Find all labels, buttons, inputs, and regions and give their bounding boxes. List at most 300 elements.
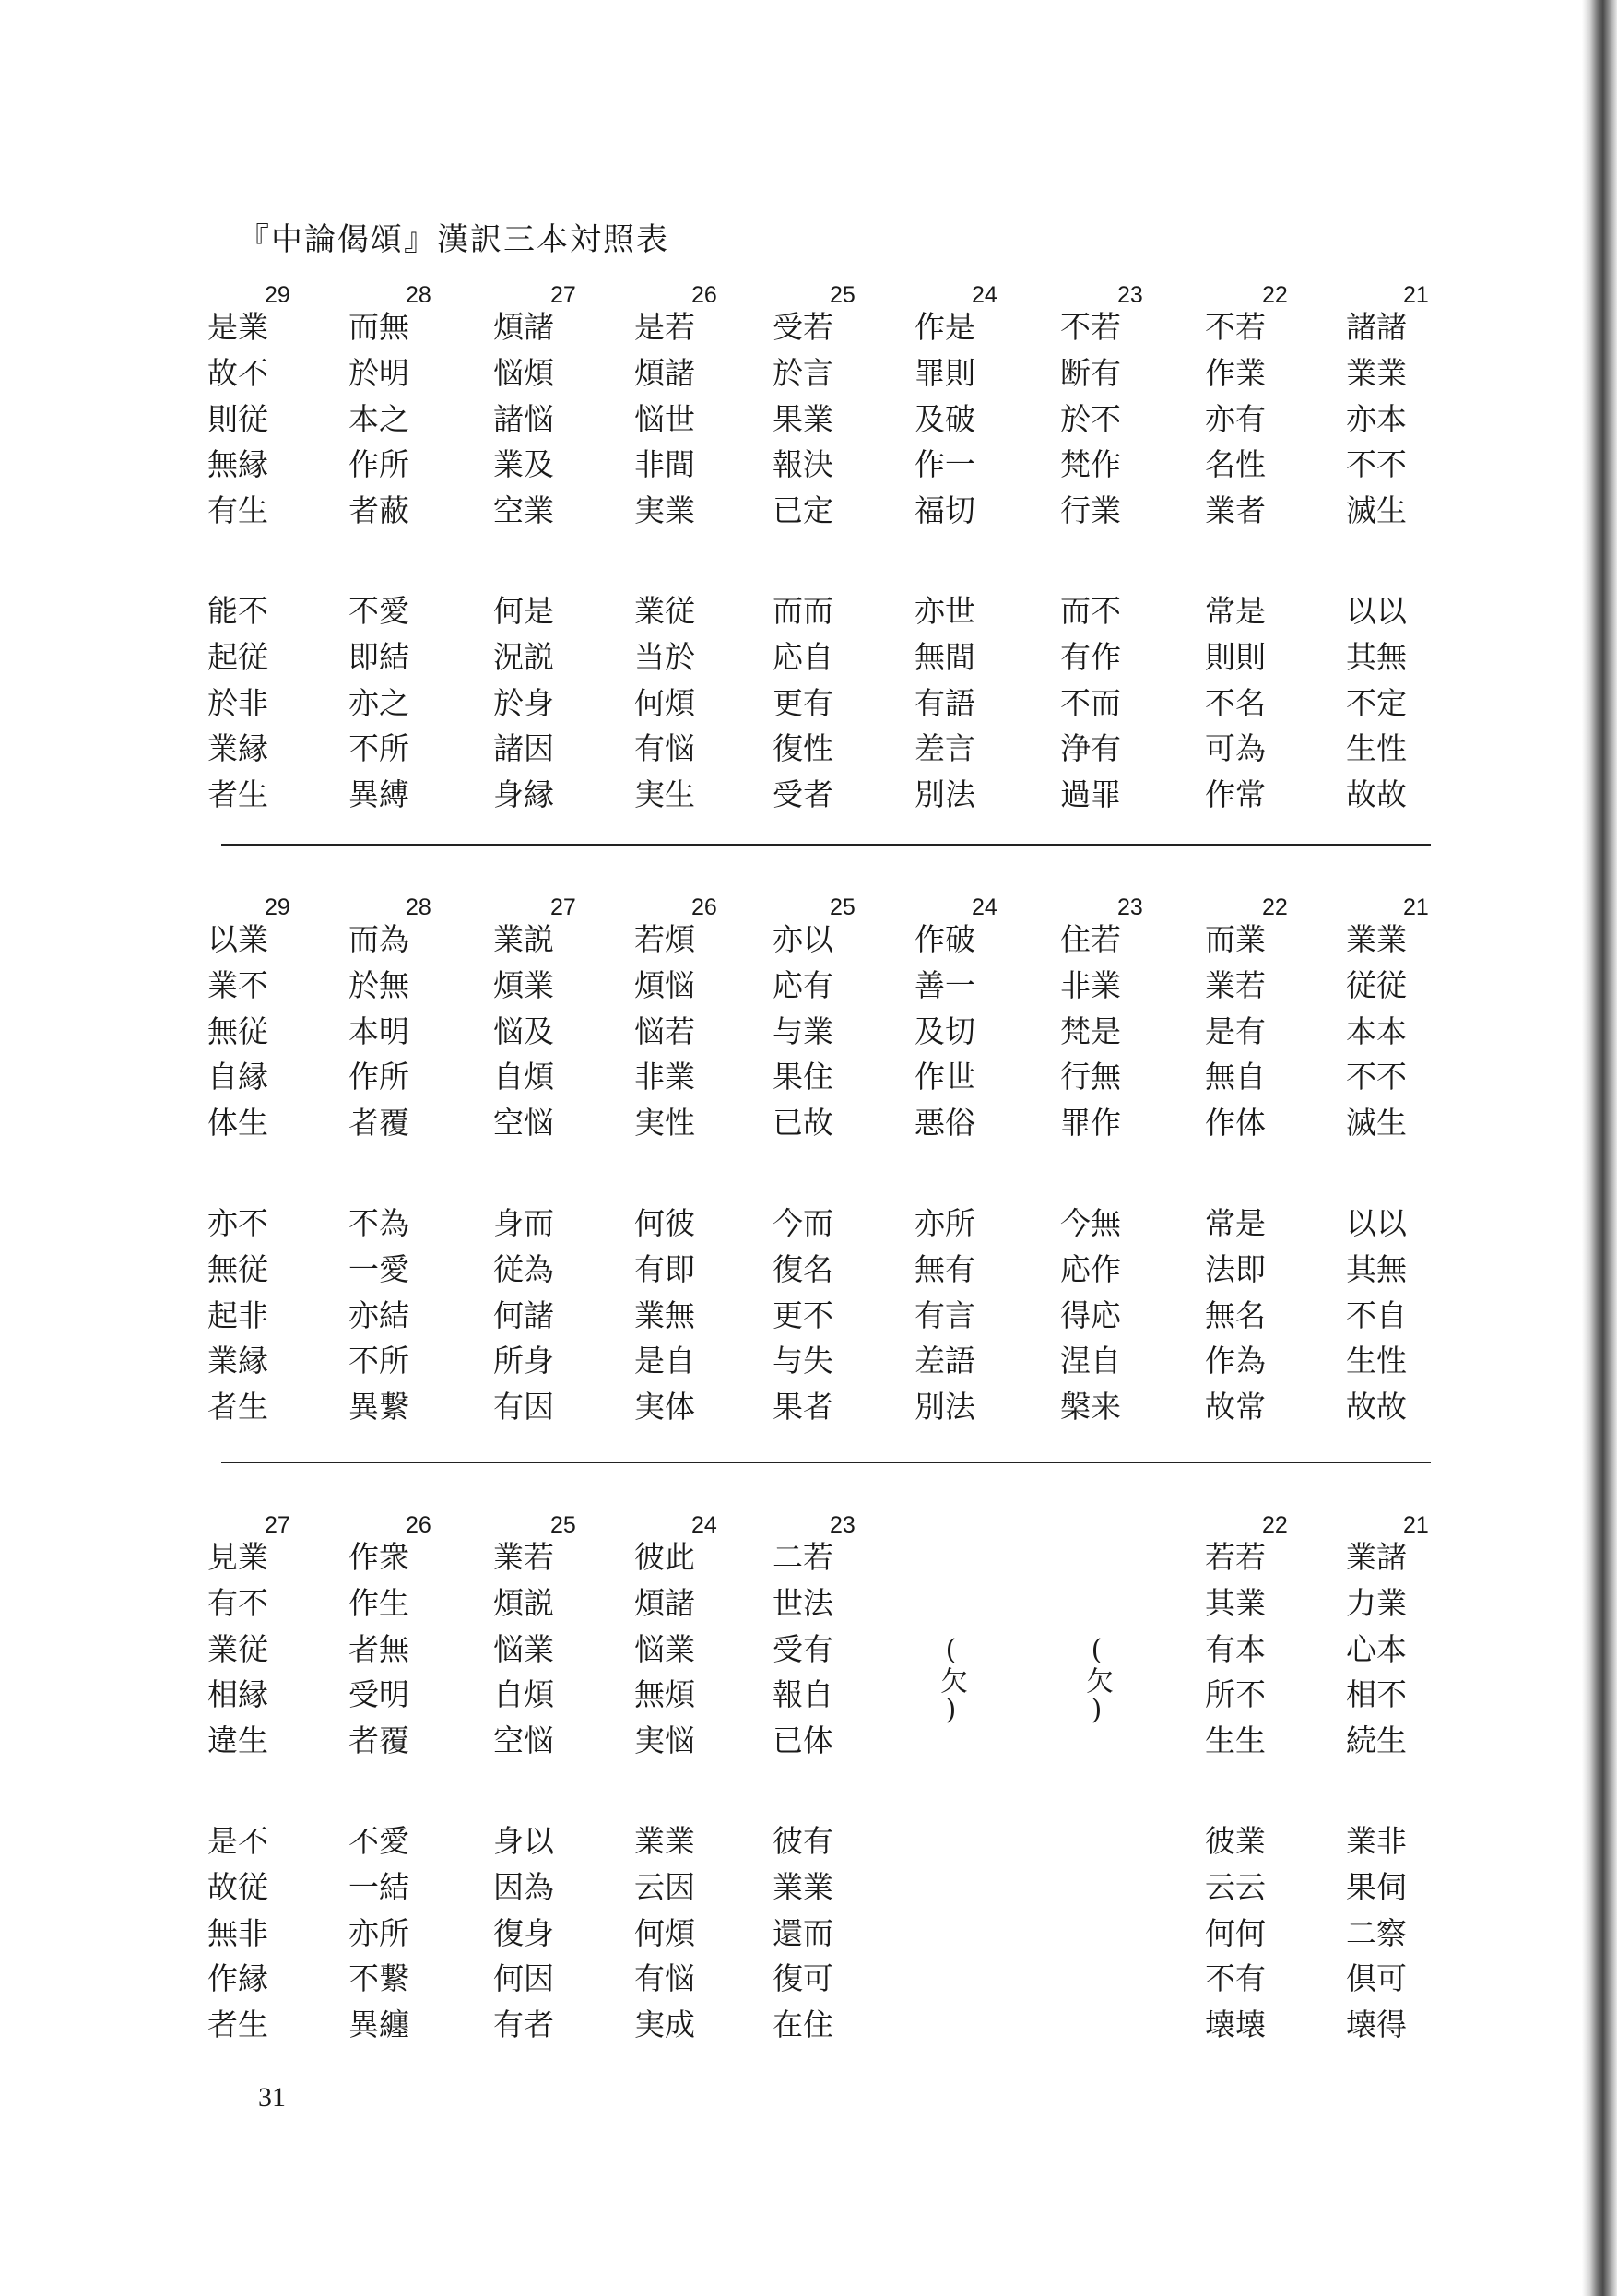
verse-line: 煩諸	[493, 309, 554, 345]
verse-number: 29	[265, 282, 290, 308]
verse-line: 当於	[634, 638, 695, 675]
page-number: 31	[258, 2082, 286, 2113]
verse-line: 報自	[773, 1676, 833, 1713]
verse-number: 21	[1403, 282, 1429, 308]
verse-number: 24	[972, 282, 997, 308]
stanza-a	[915, 917, 975, 1146]
verse-line: 作所	[348, 1059, 409, 1095]
verse-line: 業業	[1346, 354, 1407, 391]
verse-line: 亦所	[348, 1914, 409, 1951]
verse-line: 煩説	[493, 1584, 554, 1621]
verse-line: 悩煩	[493, 354, 554, 391]
stanza-a	[1060, 917, 1121, 1146]
verse-line: 有作	[1060, 638, 1121, 675]
verse-line: 何煩	[634, 1914, 695, 1951]
verse-line: 身縁	[493, 776, 554, 813]
verse-line: 者生	[207, 776, 268, 813]
verse-number: 22	[1262, 1512, 1288, 1538]
verse-line: 煩諸	[634, 1584, 695, 1621]
verse-line: 有語	[915, 684, 975, 721]
verse-line: 以業	[207, 921, 268, 957]
verse-line: 作是	[915, 309, 975, 345]
verse-line: 是有	[1205, 1012, 1266, 1049]
verse-line: 作為	[1205, 1343, 1266, 1379]
verse-line: 業若	[493, 1539, 554, 1575]
verse-line: 業業	[773, 1868, 833, 1905]
verse-line: 於無	[348, 966, 409, 1003]
stanza-b	[634, 1818, 695, 2048]
verse-line: 法即	[1205, 1250, 1266, 1287]
verse-line: 能不	[207, 593, 268, 629]
verse-line: 業非	[1346, 1823, 1407, 1859]
verse-line: 是不	[207, 1823, 268, 1859]
verse-line: 今無	[1060, 1205, 1121, 1241]
stanza-a	[1346, 1534, 1407, 1764]
verse-line: 作世	[915, 1059, 975, 1095]
verse-line: 彼有	[773, 1823, 833, 1859]
stanza-b	[1205, 588, 1266, 818]
verse-line: 二若	[773, 1539, 833, 1575]
verse-line: 業若	[1205, 966, 1266, 1003]
verse-line: 力業	[1346, 1584, 1407, 1621]
verse-line: 身而	[493, 1205, 554, 1241]
stanza-a	[773, 1534, 833, 1764]
verse-line: 行無	[1060, 1059, 1121, 1095]
verse-line: 業縁	[207, 1343, 268, 1379]
verse-line: 及切	[915, 1012, 975, 1049]
verse-line: 従為	[493, 1250, 554, 1287]
verse-line: 者覆	[348, 1722, 409, 1759]
verse-number: 27	[550, 894, 576, 920]
verse-line: 其無	[1346, 1250, 1407, 1287]
stanza-b	[1346, 588, 1407, 818]
verse-line: 彼業	[1205, 1823, 1266, 1859]
verse-number: 29	[265, 894, 290, 920]
verse-line: 不而	[1060, 684, 1121, 721]
verse-line: 亦本	[1346, 400, 1407, 437]
stanza-b	[493, 1818, 554, 2048]
verse-number: 27	[550, 282, 576, 308]
stanza-a	[348, 1534, 409, 1764]
verse-line: 在住	[773, 2006, 833, 2043]
verse-line: 其業	[1205, 1584, 1266, 1621]
verse-line: 故従	[207, 1868, 268, 1905]
stanza-b	[1205, 1818, 1266, 2048]
verse-line: 故故	[1346, 1389, 1407, 1426]
verse-line: 有即	[634, 1250, 695, 1287]
verse-line: 何是	[493, 593, 554, 629]
verse-line: 所不	[1205, 1676, 1266, 1713]
verse-line: 無自	[1205, 1059, 1266, 1095]
verse-line: 従従	[1346, 966, 1407, 1003]
verse-line: 非間	[634, 446, 695, 483]
verse-line: 空業	[493, 492, 554, 529]
verse-line: 実生	[634, 776, 695, 813]
verse-line: 者無	[348, 1630, 409, 1667]
verse-line: 異縛	[348, 776, 409, 813]
verse-line: 与業	[773, 1012, 833, 1049]
stanza-b	[348, 588, 409, 818]
stanza-a	[493, 917, 554, 1146]
verse-number: 24	[972, 894, 997, 920]
stanza-b	[493, 588, 554, 818]
verse-number: 22	[1262, 894, 1288, 920]
verse-line: 及破	[915, 400, 975, 437]
verse-line: 涅自	[1060, 1343, 1121, 1379]
verse-line: 不若	[1060, 309, 1121, 345]
stanza-b	[207, 1818, 268, 2048]
verse-line: 於言	[773, 354, 833, 391]
verse-line: 相縁	[207, 1676, 268, 1713]
stanza-b	[634, 1201, 695, 1430]
stanza-b	[1060, 588, 1121, 818]
verse-line: 作体	[1205, 1105, 1266, 1142]
verse-line: 浄有	[1060, 730, 1121, 767]
verse-number: 27	[265, 1512, 290, 1538]
verse-line: 滅生	[1346, 1105, 1407, 1142]
verse-number: 28	[406, 894, 431, 920]
verse-line: 無従	[207, 1250, 268, 1287]
verse-line: 実成	[634, 2006, 695, 2043]
verse-line: 而不	[1060, 593, 1121, 629]
verse-line: 即結	[348, 638, 409, 675]
verse-line: 者生	[207, 2006, 268, 2043]
verse-line: 云云	[1205, 1868, 1266, 1905]
verse-line: 而無	[348, 309, 409, 345]
verse-line: 悩世	[634, 400, 695, 437]
verse-line: 常是	[1205, 593, 1266, 629]
verse-line: 煩業	[493, 966, 554, 1003]
verse-line: 差言	[915, 730, 975, 767]
verse-line: 不愛	[348, 593, 409, 629]
verse-line: 無名	[1205, 1296, 1266, 1333]
verse-line: 果住	[773, 1059, 833, 1095]
verse-line: 故故	[1346, 776, 1407, 813]
verse-line: 者覆	[348, 1105, 409, 1142]
verse-line: 諸因	[493, 730, 554, 767]
verse-line: 自煩	[493, 1059, 554, 1095]
verse-line: 已体	[773, 1722, 833, 1759]
stanza-a	[493, 1534, 554, 1764]
section-divider	[221, 844, 1431, 846]
verse-line: 受明	[348, 1676, 409, 1713]
stanza-b	[1205, 1201, 1266, 1430]
verse-line: 続生	[1346, 1722, 1407, 1759]
verse-line: 作所	[348, 446, 409, 483]
verse-line: 異纏	[348, 2006, 409, 2043]
verse-line: 作縁	[207, 1960, 268, 1997]
verse-line: 一結	[348, 1868, 409, 1905]
verse-line: 何彼	[634, 1205, 695, 1241]
stanza-b	[915, 1201, 975, 1430]
verse-line: 作一	[915, 446, 975, 483]
stanza-a	[634, 1534, 695, 1764]
verse-line: 違生	[207, 1722, 268, 1759]
verse-line: 何因	[493, 1960, 554, 1997]
verse-line: 業無	[634, 1296, 695, 1333]
verse-line: 亦之	[348, 684, 409, 721]
verse-line: 作業	[1205, 354, 1266, 391]
verse-line: 無有	[915, 1250, 975, 1287]
verse-line: 而為	[348, 921, 409, 957]
page-title: 『中論偈頌』漢訳三本対照表	[238, 221, 669, 258]
verse-line: 相不	[1346, 1676, 1407, 1713]
verse-line: 以以	[1346, 593, 1407, 629]
verse-line: 自煩	[493, 1676, 554, 1713]
verse-line: 壊得	[1346, 2006, 1407, 2043]
stanza-a	[348, 304, 409, 534]
verse-line: 実体	[634, 1389, 695, 1426]
stanza-a	[1346, 917, 1407, 1146]
verse-line: 云因	[634, 1868, 695, 1905]
verse-line: 果業	[773, 400, 833, 437]
verse-line: 不若	[1205, 309, 1266, 345]
verse-number: 22	[1262, 282, 1288, 308]
verse-line: 更有	[773, 684, 833, 721]
verse-line: 不定	[1346, 684, 1407, 721]
verse-line: 所身	[493, 1343, 554, 1379]
verse-line: 業及	[493, 446, 554, 483]
verse-line: 非業	[634, 1059, 695, 1095]
verse-line: 者生	[207, 1389, 268, 1426]
verse-line: 罪則	[915, 354, 975, 391]
stanza-b	[348, 1818, 409, 2048]
verse-line: 亦不	[207, 1205, 268, 1241]
verse-line: 本本	[1346, 1012, 1407, 1049]
stanza-a	[207, 917, 268, 1146]
verse-line: 若若	[1205, 1539, 1266, 1575]
verse-line: 是自	[634, 1343, 695, 1379]
verse-line: 壊壊	[1205, 2006, 1266, 2043]
verse-line: 況説	[493, 638, 554, 675]
verse-line: 本明	[348, 1012, 409, 1049]
verse-line: 則従	[207, 400, 268, 437]
verse-line: 断有	[1060, 354, 1121, 391]
verse-line: 作破	[915, 921, 975, 957]
verse-line: 作生	[348, 1584, 409, 1621]
stanza-a	[773, 304, 833, 534]
verse-line: 不不	[1346, 1059, 1407, 1095]
verse-line: 不為	[348, 1205, 409, 1241]
verse-line: 生性	[1346, 730, 1407, 767]
verse-number: 24	[691, 1512, 717, 1538]
verse-line: 一愛	[348, 1250, 409, 1287]
stanza-a	[348, 917, 409, 1146]
stanza-a	[915, 304, 975, 534]
stanza-a	[493, 304, 554, 534]
section-divider	[221, 1462, 1431, 1463]
verse-line: 業者	[1205, 492, 1266, 529]
verse-line: 悩及	[493, 1012, 554, 1049]
stanza-a	[773, 917, 833, 1146]
verse-line: 果者	[773, 1389, 833, 1426]
verse-line: 亦有	[1205, 400, 1266, 437]
verse-line: 悩若	[634, 1012, 695, 1049]
verse-line: 其無	[1346, 638, 1407, 675]
verse-line: 業従	[634, 593, 695, 629]
verse-line: 而業	[1205, 921, 1266, 957]
verse-number: 26	[691, 894, 717, 920]
verse-line: 梵是	[1060, 1012, 1121, 1049]
verse-line: 実性	[634, 1105, 695, 1142]
stanza-a	[634, 304, 695, 534]
verse-line: 以以	[1346, 1205, 1407, 1241]
verse-line: 已故	[773, 1105, 833, 1142]
verse-line: 亦世	[915, 593, 975, 629]
verse-line: 不自	[1346, 1296, 1407, 1333]
verse-line: 業業	[634, 1823, 695, 1859]
verse-line: 已定	[773, 492, 833, 529]
verse-line: 業諸	[1346, 1539, 1407, 1575]
verse-number: 25	[550, 1512, 576, 1538]
verse-line: 於身	[493, 684, 554, 721]
verse-number: 28	[406, 282, 431, 308]
verse-line: 得応	[1060, 1296, 1121, 1333]
verse-line: 起従	[207, 638, 268, 675]
verse-line: 復可	[773, 1960, 833, 1997]
verse-line: 是業	[207, 309, 268, 345]
verse-number: 23	[830, 1512, 856, 1538]
verse-line: 因為	[493, 1868, 554, 1905]
verse-line: 不名	[1205, 684, 1266, 721]
verse-line: 二察	[1346, 1914, 1407, 1951]
verse-line: 煩諸	[634, 354, 695, 391]
verse-line: 還而	[773, 1914, 833, 1951]
verse-number: 25	[830, 282, 856, 308]
verse-line: 有悩	[634, 1960, 695, 1997]
stanza-a	[1205, 304, 1266, 534]
verse-line: 何何	[1205, 1914, 1266, 1951]
verse-line: 何煩	[634, 684, 695, 721]
verse-line: 作衆	[348, 1539, 409, 1575]
verse-line: 罪作	[1060, 1105, 1121, 1142]
verse-line: 悩業	[634, 1630, 695, 1667]
verse-number: 23	[1117, 282, 1143, 308]
stanza-b	[915, 588, 975, 818]
verse-line: 是若	[634, 309, 695, 345]
verse-line: 於明	[348, 354, 409, 391]
verse-line: 亦以	[773, 921, 833, 957]
verse-line: 実業	[634, 492, 695, 529]
stanza-a	[1060, 304, 1121, 534]
stanza-b	[493, 1201, 554, 1430]
verse-line: 無煩	[634, 1676, 695, 1713]
verse-number: 23	[1117, 894, 1143, 920]
verse-line: 行業	[1060, 492, 1121, 529]
verse-number: 26	[691, 282, 717, 308]
verse-line: 名性	[1205, 446, 1266, 483]
verse-line: 不繋	[348, 1960, 409, 1997]
verse-line: 非業	[1060, 966, 1121, 1003]
stanza-a	[207, 304, 268, 534]
verse-line: 見業	[207, 1539, 268, 1575]
stanza-a	[1346, 304, 1407, 534]
verse-line: 於不	[1060, 400, 1121, 437]
verse-line: 報決	[773, 446, 833, 483]
verse-line: 何諸	[493, 1296, 554, 1333]
missing-mark: (欠)	[1080, 1634, 1113, 1726]
stanza-b	[348, 1201, 409, 1430]
verse-line: 而而	[773, 593, 833, 629]
verse-line: 福切	[915, 492, 975, 529]
verse-line: 不有	[1205, 1960, 1266, 1997]
stanza-b	[1346, 1201, 1407, 1430]
stanza-a	[207, 1534, 268, 1764]
verse-line: 業不	[207, 966, 268, 1003]
verse-line: 身以	[493, 1823, 554, 1859]
verse-line: 応有	[773, 966, 833, 1003]
verse-line: 生性	[1346, 1343, 1407, 1379]
verse-line: 可為	[1205, 730, 1266, 767]
verse-line: 不愛	[348, 1823, 409, 1859]
verse-line: 槃来	[1060, 1389, 1121, 1426]
verse-line: 者蔽	[348, 492, 409, 529]
verse-line: 常是	[1205, 1205, 1266, 1241]
verse-line: 心本	[1346, 1630, 1407, 1667]
stanza-a	[634, 917, 695, 1146]
verse-line: 業説	[493, 921, 554, 957]
verse-line: 本之	[348, 400, 409, 437]
verse-line: 不所	[348, 730, 409, 767]
verse-line: 故不	[207, 354, 268, 391]
stanza-b	[773, 588, 833, 818]
stanza-b	[1346, 1818, 1407, 2048]
verse-line: 有言	[915, 1296, 975, 1333]
verse-line: 有本	[1205, 1630, 1266, 1667]
verse-line: 別法	[915, 776, 975, 813]
verse-line: 受有	[773, 1630, 833, 1667]
verse-line: 無縁	[207, 446, 268, 483]
verse-line: 果伺	[1346, 1868, 1407, 1905]
verse-line: 無間	[915, 638, 975, 675]
verse-line: 応自	[773, 638, 833, 675]
scan-edge	[1582, 0, 1617, 2296]
stanza-b	[1060, 1201, 1121, 1430]
verse-line: 善一	[915, 966, 975, 1003]
verse-line: 異繋	[348, 1389, 409, 1426]
verse-line: 則則	[1205, 638, 1266, 675]
stanza-b	[207, 1201, 268, 1430]
verse-line: 応作	[1060, 1250, 1121, 1287]
verse-number: 26	[406, 1512, 431, 1538]
verse-line: 過罪	[1060, 776, 1121, 813]
verse-line: 有生	[207, 492, 268, 529]
verse-line: 実悩	[634, 1722, 695, 1759]
stanza-b	[207, 588, 268, 818]
verse-line: 有因	[493, 1389, 554, 1426]
verse-line: 悩業	[493, 1630, 554, 1667]
verse-line: 復性	[773, 730, 833, 767]
verse-line: 業縁	[207, 730, 268, 767]
verse-line: 与失	[773, 1343, 833, 1379]
verse-line: 空悩	[493, 1722, 554, 1759]
verse-line: 有悩	[634, 730, 695, 767]
verse-line: 自縁	[207, 1059, 268, 1095]
verse-line: 更不	[773, 1296, 833, 1333]
stanza-b	[773, 1201, 833, 1430]
verse-line: 業業	[1346, 921, 1407, 957]
verse-number: 21	[1403, 894, 1429, 920]
verse-line: 業従	[207, 1630, 268, 1667]
stanza-b	[773, 1818, 833, 2048]
verse-line: 生生	[1205, 1722, 1266, 1759]
stanza-b	[634, 588, 695, 818]
verse-line: 無従	[207, 1012, 268, 1049]
verse-line: 梵作	[1060, 446, 1121, 483]
verse-line: 諸悩	[493, 400, 554, 437]
verse-line: 諸諸	[1346, 309, 1407, 345]
verse-line: 今而	[773, 1205, 833, 1241]
